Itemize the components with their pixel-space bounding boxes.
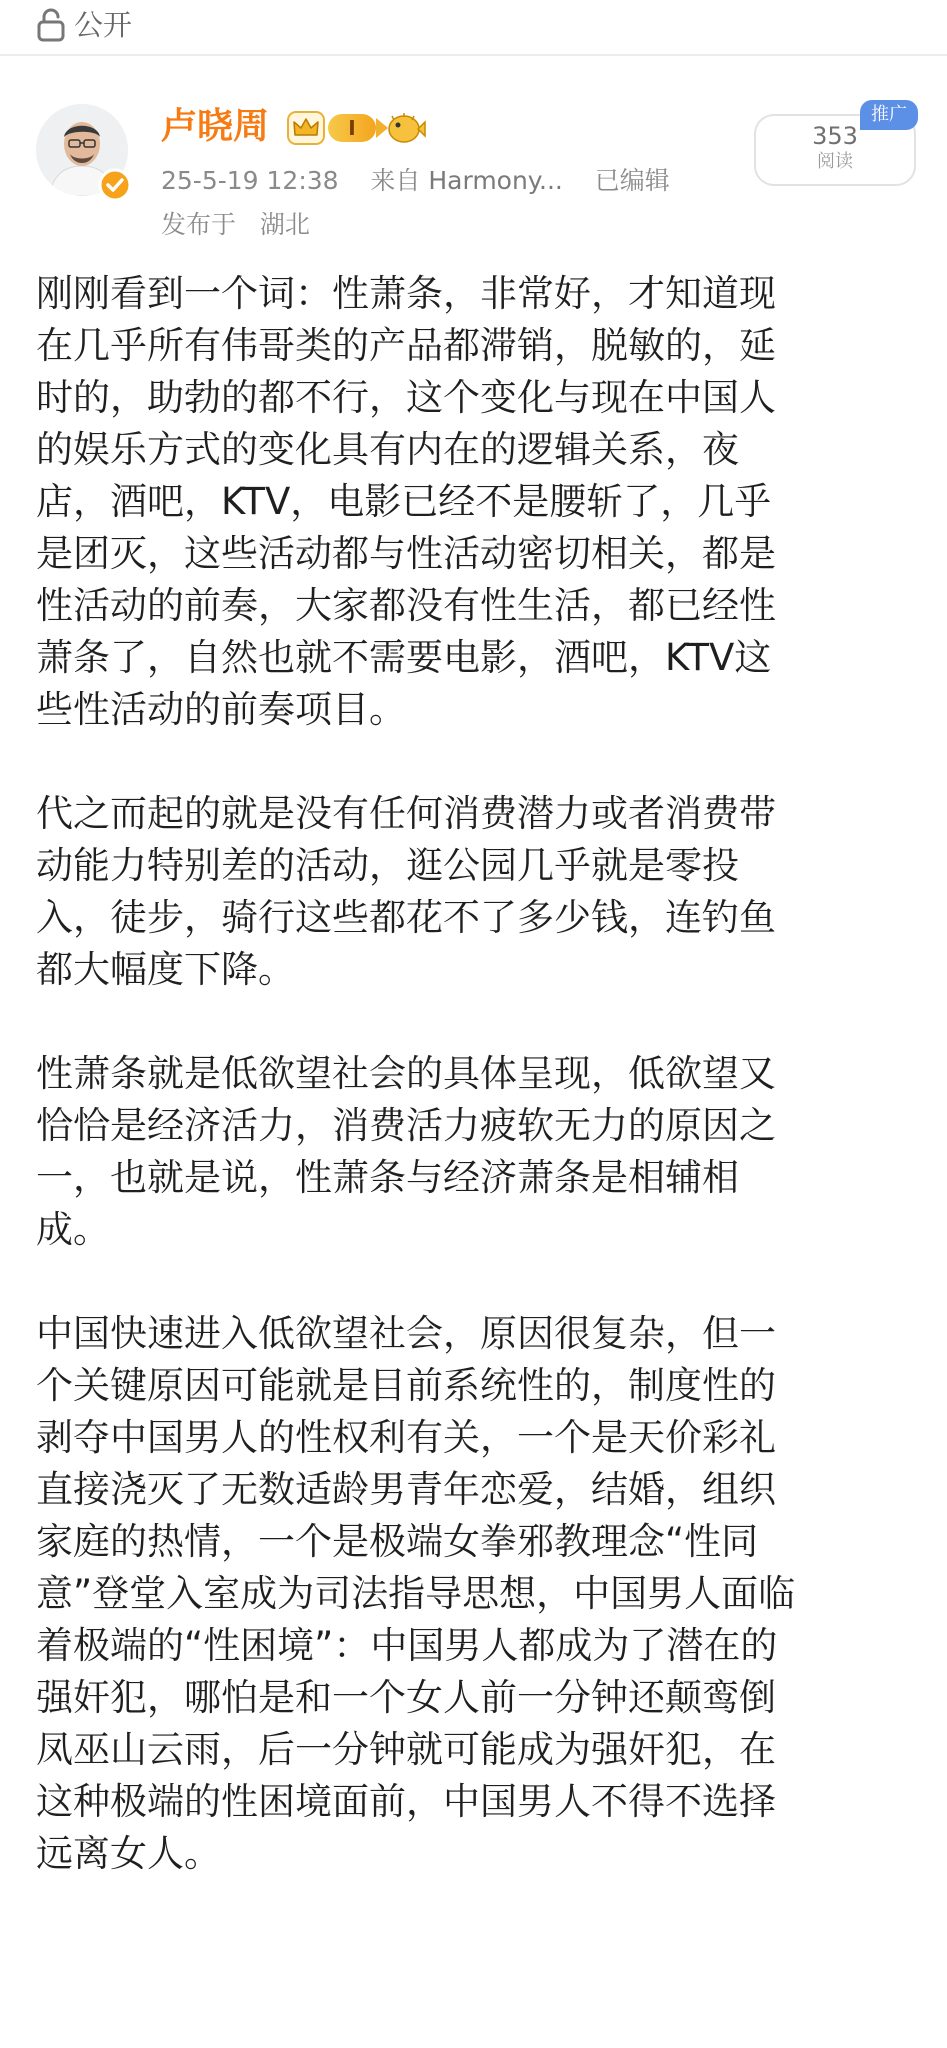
verified-badge-icon: [98, 168, 132, 202]
author-name[interactable]: 卢晓周: [161, 106, 270, 147]
post-source[interactable]: Harmony...: [428, 166, 563, 195]
post-date: 25-5-19 12:38: [161, 166, 339, 195]
user-level-badge: I: [328, 114, 376, 142]
post-meta: [161, 164, 670, 198]
post-paragraph: 代之而起的就是没有任何消费潜力或者消费带 动能力特别差的活动，逛公园几乎就是零投 入，徒步，骑行这些都花不了多少钱，连钓鱼 都大幅度下降。: [36, 792, 776, 991]
post-paragraph: 性萧条就是低欲望社会的具体呈现，低欲望又 恰恰是经济活力，消费活力疲软无力的原因之 一，也就是说，性萧条与经济萧条是相辅相 成。: [36, 1052, 776, 1251]
source-prefix: 来自: [370, 166, 421, 195]
post-paragraph: 刚刚看到一个词：性萧条，非常好，才知道现 在几乎所有伟哥类的产品都滞销，脱敏的，延 时的，助勃的都不行，这个变化与现在中国人 的娱乐方式的变化具有内在的逻辑关系，夜 店，酒吧，KTV，电影已经不是腰斩了，几乎 是团灭，这些活动都与性活动密切相关，都是 性活动的前奏，大家都没有性生活，都已经性 萧条了，自然也就不需要电影，酒吧，KTV这 些性活动的前奏项目。: [36, 272, 776, 731]
pufferfish-icon: [384, 110, 426, 146]
visibility-bar: [0, 0, 947, 56]
location-prefix: 发布于: [161, 210, 237, 239]
post-paragraph: 中国快速进入低欲望社会，原因很复杂，但一 个关键原因可能就是目前系统性的，制度性的 剥夺中国男人的性权利有关，一个是天价彩礼 直接浇灭了无数适龄男青年恋爱，结婚，组织 家庭的热情，一个是极端女拳邪教理念“性同 意”登堂入室成为司法指导思想，中国男人面临 着极端的“性困境”：中国男人都成为了潜在的 强奸犯，哪怕是和一个女人前一分钟还颠鸾倒 凤巫山云雨，后一分钟就可能成为强奸犯，在 这种极端的性困境面前，中国男人不得不选择 远离女人。: [36, 1312, 796, 1875]
location-value: 湖北: [259, 210, 310, 239]
crown-icon: [286, 110, 326, 146]
post-body: [36, 268, 916, 1932]
visibility-label: 公开: [74, 8, 133, 42]
promo-badge[interactable]: 推广: [860, 100, 918, 130]
lock-icon: [36, 8, 66, 42]
post-location: [161, 208, 310, 242]
read-count: 353: [812, 122, 858, 150]
edited-label[interactable]: 已编辑: [594, 166, 670, 195]
read-label: 阅读: [817, 151, 853, 172]
